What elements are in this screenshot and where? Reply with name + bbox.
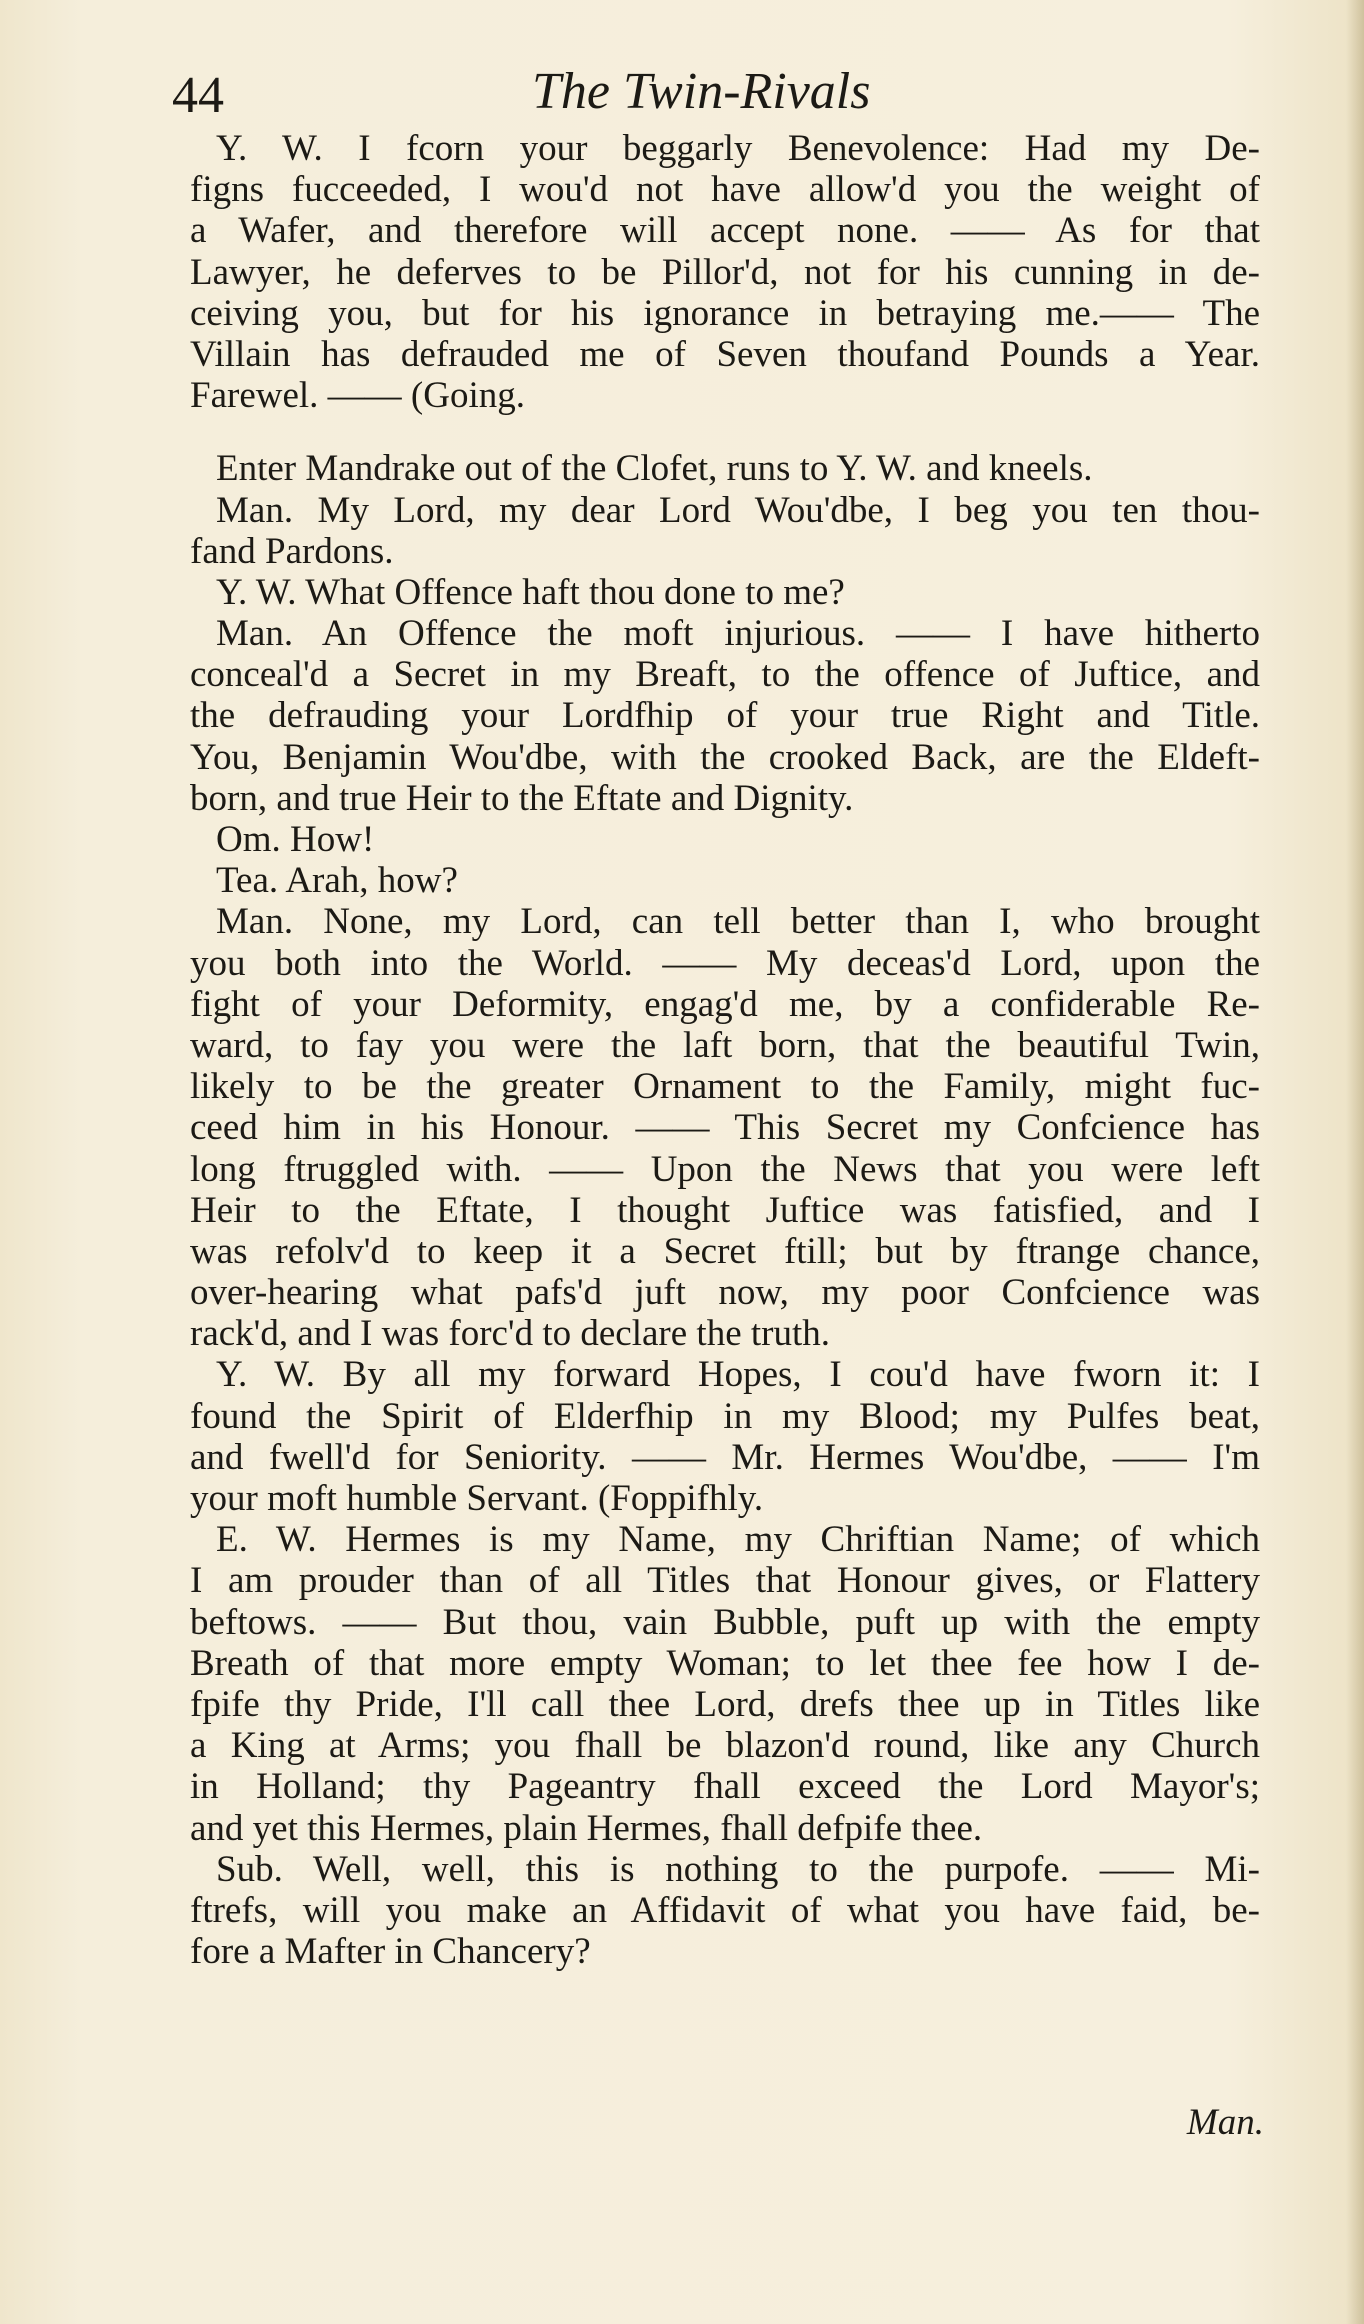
running-head (172, 62, 1252, 132)
text-line: Enter Mandrake out of the Clofet, runs to Y. W. and kneels. (216, 448, 1093, 490)
text-line: Man. An Offence the moft injurious. —— I have hitherto (216, 613, 1260, 655)
running-title: The Twin-Rivals (532, 63, 871, 120)
text-line: was refolv'd to keep it a Secret ftill; but by ftrange chance, (190, 1230, 1260, 1272)
text-line: rack'd, and I was forc'd to declare the truth. (190, 1313, 831, 1355)
text-line: the defrauding your Lordfhip of your true Right and Title. (190, 695, 1260, 737)
text-line: and fwell'd for Seniority. —— Mr. Hermes Wou'dbe, —— I'm (190, 1436, 1260, 1478)
text-line: Y. W. I fcorn your beggarly Benevolence: Had my De- (216, 128, 1260, 169)
text-line: Heir to the Eftate, I thought Juftice was fatisfied, and I (190, 1189, 1260, 1231)
text-line: a King at Arms; you fhall be blazon'd round, like any Church (190, 1725, 1260, 1767)
text-line: conceal'd a Secret in my Breaft, to the offence of Juftice, and (190, 654, 1260, 696)
text-line: Lawyer, he deferves to be Pillor'd, not for his cunning in de- (190, 251, 1260, 293)
text-line: Om. How! (216, 819, 375, 860)
text-line: and yet this Hermes, plain Hermes, fhall defpife thee. (190, 1807, 983, 1849)
text-line: beftows. —— But thou, vain Bubble, puft up with the empty (190, 1601, 1260, 1643)
text-line: Breath of that more empty Woman; to let thee fee how I de- (190, 1642, 1260, 1684)
text-line: I am prouder than of all Titles that Honour gives, or Flattery (190, 1560, 1260, 1602)
text-line: Sub. Well, well, this is nothing to the purpofe. —— Mi- (216, 1848, 1260, 1890)
text-line: E. W. Hermes is my Name, my Chriftian Name; of which (216, 1519, 1260, 1561)
body-text (190, 128, 1260, 1972)
text-line: a Wafer, and therefore will accept none. —— As for that (190, 210, 1260, 252)
text-line: ceiving you, but for his ignorance in betraying me.—— The (190, 292, 1260, 334)
text-line: fpife thy Pride, I'll call thee Lord, drefs thee up in Titles like (190, 1683, 1260, 1725)
text-line: Villain has defrauded me of Seven thoufand Pounds a Year. (190, 333, 1260, 375)
text-line: ftrefs, will you make an Affidavit of what you have faid, be- (190, 1889, 1260, 1931)
text-line: Y. W. By all my forward Hopes, I cou'd have fworn it: I (216, 1354, 1260, 1396)
text-line: you both into the World. —— My deceas'd Lord, upon the (190, 942, 1260, 984)
text-line: Farewel. —— (Going. (190, 375, 525, 417)
text-line: found the Spirit of Elderfhip in my Blood; my Pulfes beat, (190, 1395, 1260, 1437)
text-line: Man. My Lord, my dear Lord Wou'dbe, I beg you ten thou- (216, 489, 1260, 531)
text-line: Y. W. What Offence haft thou done to me? (216, 571, 845, 613)
text-line: fight of your Deformity, engag'd me, by a confiderable Re- (190, 983, 1260, 1025)
text-line: Man. None, my Lord, can tell better than I, who brought (216, 901, 1260, 943)
text-line: figns fucceeded, I wou'd not have allow'd you the weight of (190, 169, 1260, 211)
text-line: fore a Mafter in Chancery? (190, 1931, 591, 1973)
text-line: fand Pardons. (190, 530, 394, 572)
catchword: Man. (1186, 2102, 1264, 2143)
text-line: over-hearing what pafs'd juft now, my poor Confcience was (190, 1272, 1260, 1314)
text-line: your moft humble Servant. (Foppifhly. (190, 1478, 764, 1519)
text-line: ceed him in his Honour. —— This Secret my Confcience has (190, 1107, 1260, 1149)
text-line: likely to be the greater Ornament to the Family, might fuc- (190, 1066, 1260, 1108)
text-line: born, and true Heir to the Eftate and Dignity. (190, 777, 854, 819)
text-line: ward, to fay you were the laft born, that the beautiful Twin, (190, 1024, 1260, 1066)
text-line: You, Benjamin Wou'dbe, with the crooked Back, are the Eldeft- (190, 736, 1260, 778)
page-edge-shadow (1346, 0, 1364, 2324)
text-line: Tea. Arah, how? (216, 860, 458, 902)
text-line: long ftruggled with. —— Upon the News that you were left (190, 1148, 1260, 1190)
page-number: 44 (172, 67, 224, 124)
text-line: in Holland; thy Pageantry fhall exceed the Lord Mayor's; (190, 1766, 1260, 1808)
